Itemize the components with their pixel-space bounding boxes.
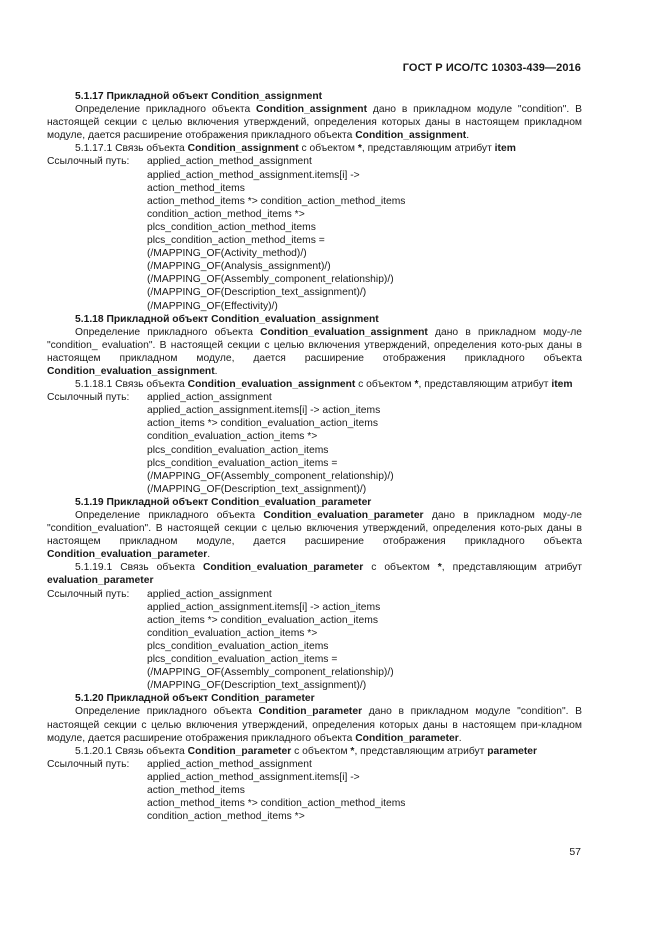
page-number: 57 — [569, 846, 581, 858]
reference-path-label: Ссылочный путь: — [47, 392, 130, 404]
text-run: Определение прикладного объекта — [75, 104, 257, 116]
path-text: condition_evaluation_action_items *> — [147, 627, 318, 639]
text-run: с объектом — [355, 379, 415, 391]
path-line — [47, 666, 582, 679]
path-line — [47, 810, 582, 823]
path-line — [47, 404, 582, 417]
subsection-heading — [47, 745, 582, 758]
text-run: с объектом — [298, 143, 358, 155]
path-text: (/MAPPING_OF(Assembly_component_relationship)/) — [147, 667, 394, 679]
section-title: 5.1.18 Прикладной объект Condition_evaluation_assignment — [75, 313, 379, 325]
subsection-heading — [47, 142, 582, 155]
path-text: applied_action_assignment.items[i] -> action_items — [147, 405, 381, 417]
path-line — [47, 286, 582, 299]
text-run: , представляющим атрибут — [354, 745, 488, 757]
text-run: , представляющим атрибут — [441, 562, 582, 574]
section-title: 5.1.17 Прикладной объект Condition_assignment — [75, 91, 323, 102]
path-text: plcs_condition_evaluation_action_items = — [147, 654, 338, 666]
path-text: applied_action_assignment.items[i] -> action_items — [147, 601, 381, 613]
path-text: applied_action_assignment — [147, 588, 272, 600]
path-line — [47, 155, 582, 168]
section-title: 5.1.19 Прикладной объект Condition_evaluation_parameter — [75, 496, 372, 508]
path-line — [47, 784, 582, 797]
path-line — [47, 195, 582, 208]
path-text: (/MAPPING_OF(Activity_method)/) — [147, 248, 307, 260]
path-line — [47, 758, 582, 771]
path-text: action_method_items *> condition_action_method_items — [147, 195, 406, 207]
path-line — [47, 588, 582, 601]
text-run: дано в прикладном модуле "condition". В настоящей секции с целью включения утверждений, определения которых даны в настоящем прикладном модуле, дается расширение отображения прикладного объекта — [47, 104, 582, 142]
text-run: дано в прикладном моду-ле "condition_evaluation". В настоящей секции с целью включения утверждений, определения кото-рых даны в настоящем прикладном модуле, дается расширение отображения прикладного объекта — [47, 510, 582, 548]
path-text: applied_action_method_assignment — [147, 156, 312, 168]
path-line — [47, 457, 582, 470]
path-line — [47, 771, 582, 784]
path-text: (/MAPPING_OF(Assembly_component_relationship)/) — [147, 470, 394, 482]
path-text: plcs_condition_action_method_items = — [147, 235, 325, 247]
path-text: condition_action_method_items *> — [147, 811, 305, 823]
reference-path — [47, 391, 582, 496]
path-line — [47, 627, 582, 640]
bold-term: Condition_parameter — [355, 732, 459, 744]
path-text: action_items *> condition_evaluation_action_items — [147, 614, 378, 626]
path-line — [47, 169, 582, 182]
path-line — [47, 208, 582, 221]
text-run: . — [458, 732, 462, 744]
text-run: , представляющим атрибут — [361, 143, 495, 155]
bold-term: * — [350, 745, 355, 757]
path-text: plcs_condition_evaluation_action_items — [147, 444, 329, 456]
path-line — [47, 260, 582, 273]
bold-term: Condition_assignment — [256, 104, 368, 116]
path-line — [47, 614, 582, 627]
path-line — [47, 601, 582, 614]
reference-path-label: Ссылочный путь: — [47, 156, 130, 168]
path-text: (/MAPPING_OF(Assembly_component_relationship)/) — [147, 274, 394, 286]
path-line — [47, 679, 582, 692]
bold-term: Condition_assignment — [355, 130, 467, 142]
section-title: 5.1.20 Прикладной объект Condition_parameter — [75, 693, 315, 705]
bold-term: item — [494, 143, 516, 155]
section-intro — [47, 705, 582, 744]
bold-term: Condition_parameter — [258, 706, 363, 718]
text-run: с объектом — [363, 562, 438, 574]
path-text: action_method_items — [147, 182, 245, 194]
bold-term: Condition_assignment — [187, 143, 299, 155]
path-text: (/MAPPING_OF(Effectivity)/) — [147, 300, 278, 312]
text-run: 5.1.17.1 Связь объекта — [75, 143, 188, 155]
path-text: applied_action_assignment — [147, 392, 272, 404]
text-run: дано в прикладном моду-ле "condition_ evaluation". В настоящей секции с целью включения утверждений, определения кото-рых даны в настоящем прикладном модуле, дается расширение отображения прикладного объекта — [47, 326, 583, 364]
path-line — [47, 797, 582, 810]
path-text: plcs_condition_evaluation_action_items — [147, 640, 329, 652]
text-run: 5.1.18.1 Связь объекта — [75, 379, 188, 391]
bold-term: Condition_evaluation_assignment — [47, 365, 215, 377]
text-run: с объектом — [291, 745, 351, 757]
document-body — [47, 90, 582, 823]
path-line — [47, 430, 582, 443]
text-run: . — [214, 365, 218, 377]
reference-path-label: Ссылочный путь: — [47, 588, 130, 600]
bold-term: Condition_evaluation_parameter — [47, 549, 208, 561]
path-line — [47, 653, 582, 666]
path-line — [47, 221, 582, 234]
path-text: condition_action_method_items *> — [147, 208, 305, 220]
reference-path — [47, 588, 582, 693]
path-text: (/MAPPING_OF(Description_text_assignment)/) — [147, 483, 367, 495]
bold-term: Condition_evaluation_assignment — [187, 379, 356, 391]
path-line — [47, 483, 582, 496]
path-text: plcs_condition_evaluation_action_items = — [147, 457, 338, 469]
path-text: applied_action_method_assignment — [147, 758, 312, 770]
text-run: дано в прикладном модуле "condition". В настоящей секции с целью включения утверждений, определения которых даны в настоящем при-кладном модуле, дается расширение отображения прикладного объекта — [47, 706, 582, 744]
section-intro — [47, 103, 582, 142]
text-run: . — [207, 549, 211, 561]
path-line — [47, 640, 582, 653]
path-line — [47, 273, 582, 286]
bold-term: evaluation_parameter — [47, 575, 154, 587]
path-text: (/MAPPING_OF(Analysis_assignment)/) — [147, 261, 331, 273]
section-intro — [47, 326, 582, 378]
path-text: (/MAPPING_OF(Description_text_assignment)/) — [147, 287, 367, 299]
document-header: ГОСТ Р ИСО/ТС 10303-439—2016 — [402, 62, 581, 74]
text-run: . — [466, 130, 470, 142]
path-text: applied_action_method_assignment.items[i] -> — [147, 169, 360, 181]
reference-path — [47, 758, 582, 823]
path-text: condition_evaluation_action_items *> — [147, 431, 318, 443]
text-run: , представляющим атрибут — [418, 379, 552, 391]
path-text: action_items *> condition_evaluation_action_items — [147, 418, 378, 430]
text-run: Определение прикладного объекта — [75, 510, 264, 521]
reference-path-label: Ссылочный путь: — [47, 758, 130, 770]
path-text: action_method_items *> condition_action_method_items — [147, 798, 406, 810]
path-line — [47, 234, 582, 247]
path-line — [47, 247, 582, 260]
subsection-heading — [47, 378, 582, 391]
bold-term: * — [437, 562, 442, 574]
bold-term: parameter — [487, 745, 538, 757]
bold-term: * — [414, 379, 419, 391]
path-line — [47, 182, 582, 195]
path-line — [47, 300, 582, 313]
reference-path — [47, 155, 582, 312]
path-line — [47, 417, 582, 430]
text-run: 5.1.20.1 Связь объекта — [75, 745, 188, 757]
section-intro — [47, 509, 582, 561]
path-text: applied_action_method_assignment.items[i] -> — [147, 771, 360, 783]
text-run: Определение прикладного объекта — [75, 706, 259, 718]
path-text: plcs_condition_action_method_items — [147, 221, 316, 233]
text-run: Определение прикладного объекта — [75, 326, 261, 338]
path-line — [47, 391, 582, 404]
text-run: 5.1.19.1 Связь объекта — [75, 562, 203, 574]
bold-term: Condition_evaluation_parameter — [203, 562, 364, 574]
path-line — [47, 470, 582, 483]
bold-term: Condition_parameter — [187, 745, 292, 757]
bold-term: Condition_evaluation_parameter — [263, 510, 424, 521]
bold-term: item — [551, 379, 573, 391]
path-text: action_method_items — [147, 784, 245, 796]
subsection-heading — [47, 561, 582, 587]
path-line — [47, 444, 582, 457]
path-text: (/MAPPING_OF(Description_text_assignment)/) — [147, 680, 367, 692]
bold-term: * — [357, 143, 362, 155]
bold-term: Condition_evaluation_assignment — [260, 326, 428, 338]
